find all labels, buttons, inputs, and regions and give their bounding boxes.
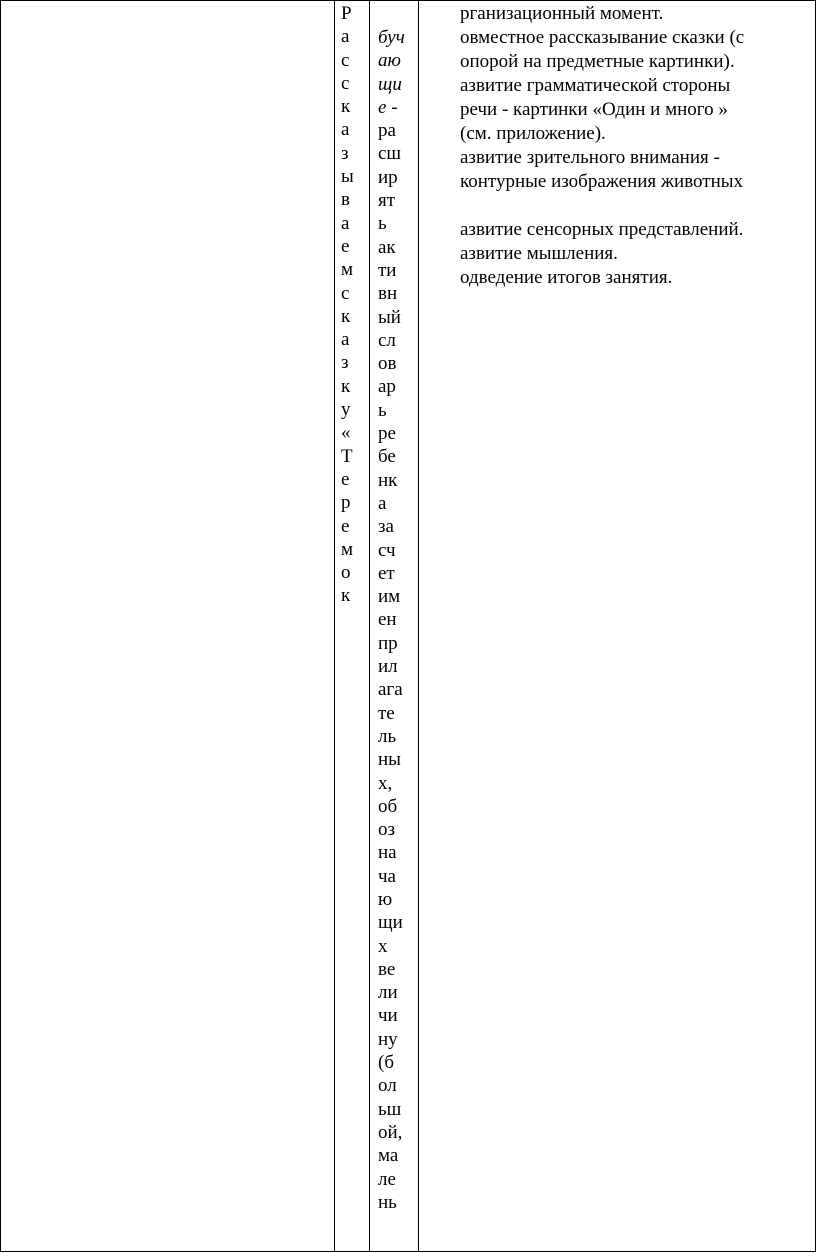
goal-fragment: пр [378, 632, 398, 654]
content-line: опорой на предметные картинки). [460, 51, 735, 72]
goal-fragment: нь [378, 1191, 397, 1213]
goal-fragment: ар [378, 376, 396, 398]
column-divider-2 [369, 0, 370, 1252]
goal-fragment: ага [378, 679, 403, 701]
goal-fragment-with-dash [378, 96, 405, 119]
goal-fragment: ьш [378, 1098, 402, 1120]
title-letter: с [341, 282, 350, 304]
lesson-content-column [460, 2, 810, 290]
title-letter: м [341, 538, 354, 560]
content-line: азвитие грамматической стороны [460, 75, 731, 96]
goal-fragment: ят [378, 190, 396, 212]
goal-fragment: ны [378, 749, 401, 771]
goal-fragment: ча [378, 865, 396, 887]
title-letter: к [341, 305, 351, 327]
goal-fragment: сш [378, 143, 402, 165]
content-line: азвитие мышления. [460, 243, 618, 264]
title-letter: о [341, 562, 351, 584]
goal-fragment: ну [378, 1028, 398, 1050]
title-letter: з [341, 142, 349, 164]
content-line: рганизационный момент. [460, 3, 664, 24]
goal-fragment: об [378, 795, 398, 817]
title-letter: а [341, 26, 350, 48]
lesson-title-column [341, 2, 354, 608]
goal-fragment: ль [378, 725, 397, 747]
goal-fragment: ра [378, 120, 396, 142]
goal-fragment: сл [378, 329, 396, 351]
title-letter: м [341, 259, 354, 281]
goal-fragment: сч [378, 539, 396, 561]
content-line-justified [460, 98, 808, 122]
goal-fragment: ве [378, 958, 396, 980]
goal-fragment: х, [378, 772, 393, 794]
goal-fragment: а [378, 492, 387, 514]
goal-fragment: ли [378, 982, 398, 1004]
content-line-justified [460, 146, 808, 170]
word: азвитие зрительного внимания [460, 147, 709, 168]
goal-fragment: ир [378, 166, 398, 188]
goal-fragment-italic: аю [378, 50, 401, 72]
word: «Один и много [592, 99, 714, 120]
title-letter: в [341, 189, 350, 211]
title-letter: Р [341, 3, 352, 24]
table-border-bottom [0, 1251, 816, 1252]
word: » [718, 99, 728, 120]
goal-fragment: ой, [378, 1121, 403, 1143]
goal-fragment: ил [378, 656, 398, 678]
title-letter: е [341, 235, 350, 257]
goal-fragment: ак [378, 236, 396, 258]
word: - [501, 99, 509, 120]
goal-fragment: те [378, 702, 395, 724]
goal-fragment: на [378, 842, 397, 864]
goal-fragment: ре [378, 423, 396, 445]
title-letter: с [341, 49, 350, 71]
goal-fragment: за [378, 516, 394, 538]
goal-fragment: чи [378, 1005, 398, 1027]
title-letter: е [341, 515, 350, 537]
content-line: (см. приложение). [460, 123, 606, 144]
content-line: азвитие сенсорных представлений. [460, 219, 744, 240]
content-line: контурные изображения животных [460, 171, 744, 192]
goal-fragment: х [378, 935, 388, 957]
title-letter: Т [341, 445, 353, 467]
title-letter: а [341, 212, 350, 234]
goal-fragment: оз [378, 819, 396, 841]
title-letter: а [341, 329, 350, 351]
goal-fragment: ен [378, 609, 397, 631]
title-letter: у [341, 399, 351, 421]
goal-fragment: бе [378, 446, 396, 468]
goal-fragment-italic: е [378, 96, 387, 118]
word: - [713, 147, 720, 168]
goal-fragment: (б [378, 1052, 394, 1074]
goal-fragment: ма [378, 1145, 399, 1167]
goal-fragment: ов [378, 353, 397, 375]
title-letter: к [341, 585, 351, 607]
goal-fragment: вн [378, 283, 398, 305]
goal-fragment: ь [378, 399, 387, 421]
goal-fragment: ти [378, 259, 397, 281]
title-letter: р [341, 492, 351, 514]
content-line [460, 194, 810, 218]
goal-dash: - [391, 96, 398, 118]
goal-fragment: ет [378, 562, 395, 584]
word: картинки [513, 99, 588, 120]
goal-fragment: ь [378, 213, 387, 235]
lesson-goal-column [378, 26, 405, 1214]
title-letter: с [341, 72, 350, 94]
title-letter: з [341, 352, 349, 374]
goal-fragment: ол [378, 1075, 397, 1097]
title-letter: ы [341, 166, 354, 188]
title-letter: а [341, 119, 350, 141]
content-line: одведение итогов занятия. [460, 267, 673, 288]
column-divider-3 [418, 0, 419, 1252]
title-letter: е [341, 468, 350, 490]
goal-fragment: ый [378, 306, 401, 328]
content-line: овместное рассказывание сказки (с [460, 27, 745, 48]
table-border-top [0, 0, 816, 1]
word: речи [460, 99, 498, 120]
goal-fragment: нк [378, 469, 398, 491]
goal-fragment-italic: буч [378, 27, 405, 48]
goal-fragment: им [378, 586, 401, 608]
goal-fragment: щи [378, 912, 403, 934]
title-letter: к [341, 375, 351, 397]
column-divider-1 [334, 0, 335, 1252]
title-letter: « [341, 422, 351, 444]
goal-fragment-italic: щи [378, 73, 402, 95]
goal-fragment: ле [378, 1168, 396, 1190]
table-border-left [0, 0, 1, 1252]
title-letter: к [341, 96, 351, 118]
goal-fragment: ю [378, 888, 393, 910]
